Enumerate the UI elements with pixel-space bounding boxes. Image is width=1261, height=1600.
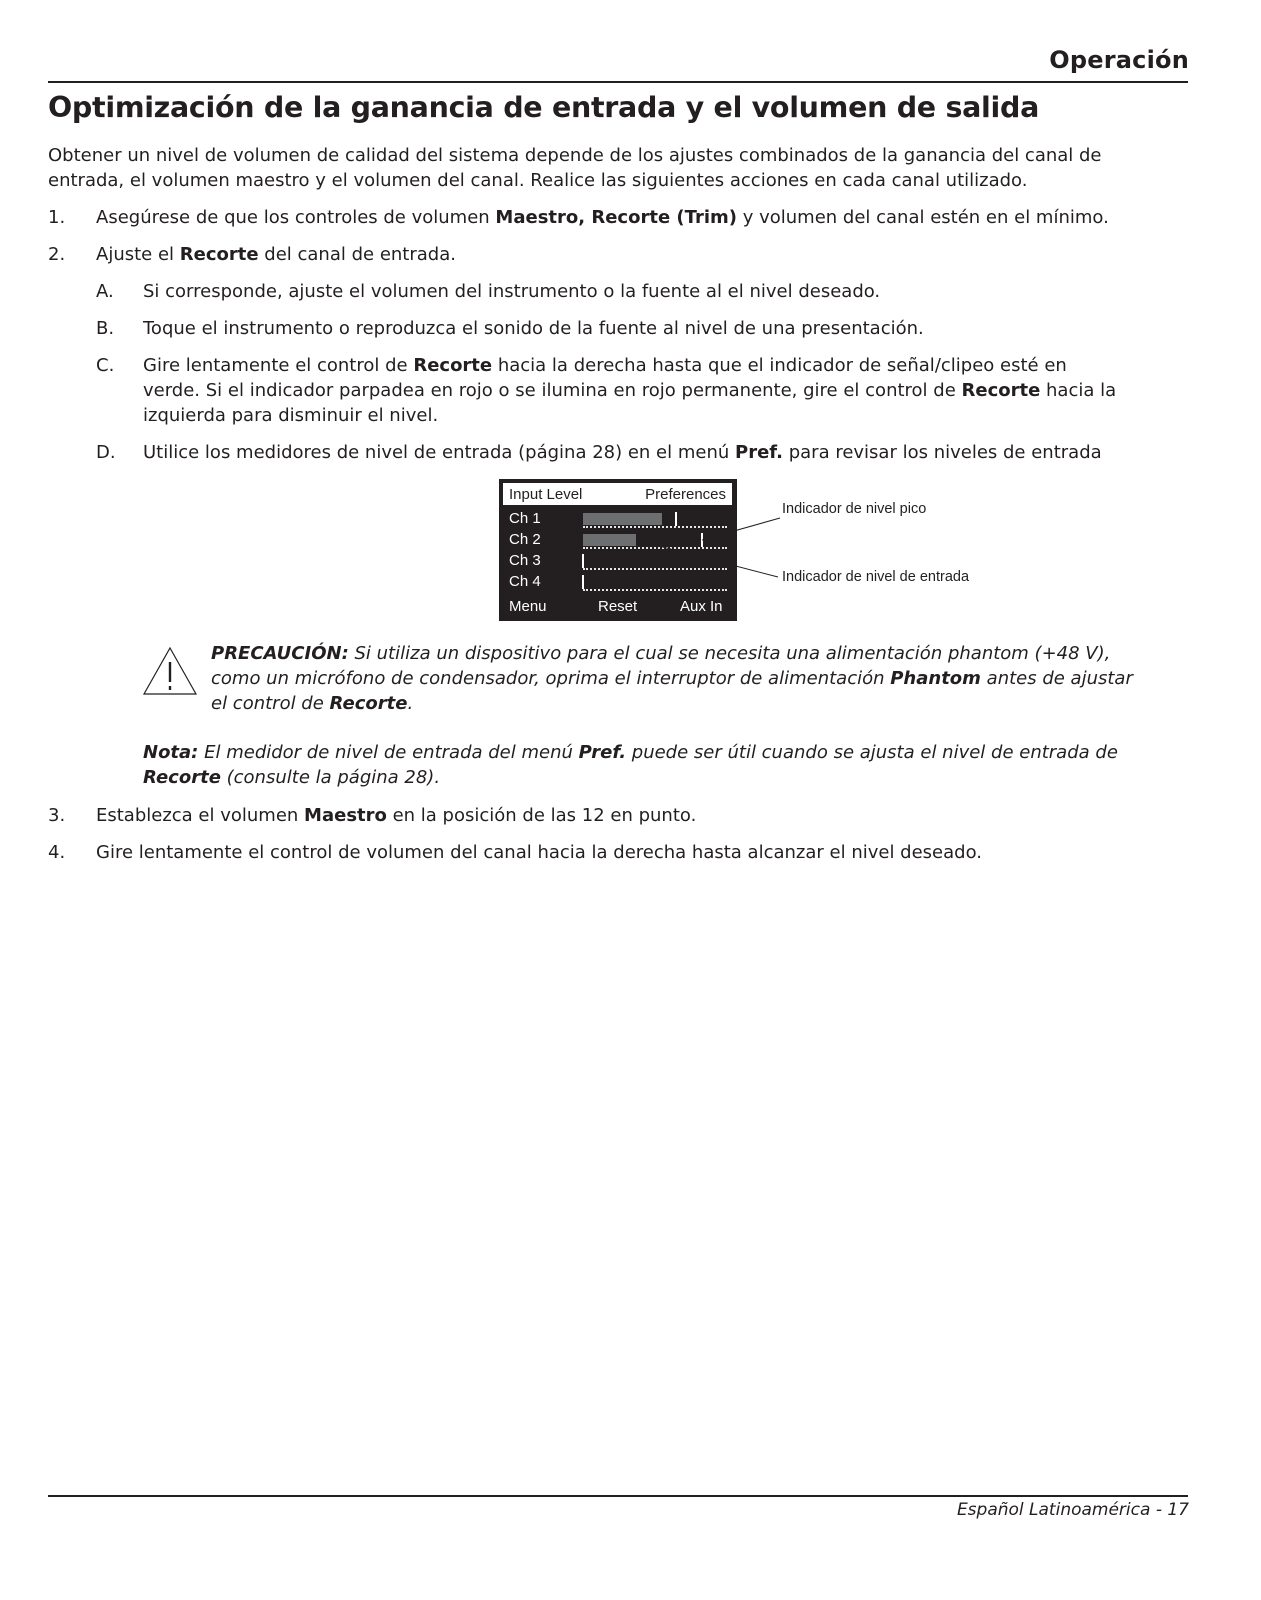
substep-c-line-2: verde. Si el indicador parpadea en rojo o se ilumina en rojo permanente, gire el control de Recorte hacia la — [143, 380, 1117, 401]
step-4-text: Gire lentamente el control de volumen del canal hacia la derecha hasta alcanzar el nivel deseado. — [96, 842, 982, 863]
substep-c-line-3: izquierda para disminuir el nivel. — [143, 405, 439, 426]
peak-callout-line — [702, 518, 780, 540]
step-3-number: 3. — [48, 805, 66, 826]
substep-c-letter: C. — [96, 355, 115, 376]
step-1-text: Asegúrese de que los controles de volumen Maestro, Recorte (Trim) y volumen del canal estén en el mínimo. — [96, 207, 1109, 228]
page-footer: Español Latinoamérica - 17 — [956, 1500, 1189, 1520]
input-callout-line — [636, 540, 778, 577]
lcd-header-preferences: Preferences — [645, 486, 726, 503]
lcd-reset-button: Reset — [598, 598, 638, 615]
page-title: Optimización de la ganancia de entrada y el volumen de salida — [48, 91, 1040, 124]
substep-d-letter: D. — [96, 442, 116, 463]
step-4-number: 4. — [48, 842, 66, 863]
lcd-channel-label: Ch 1 — [509, 510, 541, 527]
caution-line-2: como un micrófono de condensador, oprima el interruptor de alimentación Phantom antes de ajustar — [211, 668, 1133, 689]
step-2-number: 2. — [48, 244, 66, 265]
step-2-text: Ajuste el Recorte del canal de entrada. — [96, 244, 456, 265]
step-1-number: 1. — [48, 207, 66, 228]
substep-a-text: Si corresponde, ajuste el volumen del instrumento o la fuente al el nivel deseado. — [143, 281, 881, 302]
substep-a-letter: A. — [96, 281, 114, 302]
callout-lines — [0, 0, 1261, 700]
lcd-channel-label: Ch 2 — [509, 531, 541, 548]
caution-line-3: el control de Recorte. — [211, 693, 414, 714]
bottom-rule — [48, 1495, 1188, 1497]
lcd-menu-button: Menu — [509, 598, 547, 615]
note-line-2: Recorte (consulte la página 28). — [143, 767, 441, 788]
lcd-header-title: Input Level — [509, 486, 583, 503]
substep-b-text: Toque el instrumento o reproduzca el sonido de la fuente al nivel de una presentación. — [143, 318, 924, 339]
lcd-channel-label: Ch 3 — [509, 552, 541, 569]
intro-line-1: Obtener un nivel de volumen de calidad del sistema depende de los ajustes combinados de la ganancia del canal de — [48, 145, 1102, 166]
input-indicator-callout: Indicador de nivel de entrada — [782, 569, 970, 585]
substep-b-letter: B. — [96, 318, 115, 339]
lcd-channel-label: Ch 4 — [509, 573, 541, 590]
section-label: Operación — [1049, 46, 1189, 74]
intro-line-2: entrada, el volumen maestro y el volumen del canal. Realice las siguientes acciones en cada canal utilizado. — [48, 170, 1028, 191]
caution-line-1: PRECAUCIÓN: Si utiliza un dispositivo para el cual se necesita una alimentación phantom (+48 V), — [211, 643, 1111, 664]
warning-triangle-icon — [142, 646, 198, 696]
lcd-aux-in-button: Aux In — [680, 598, 723, 615]
peak-indicator-callout: Indicador de nivel pico — [782, 501, 927, 517]
step-3-text: Establezca el volumen Maestro en la posición de las 12 en punto. — [96, 805, 697, 826]
substep-c-line-1: Gire lentamente el control de Recorte hacia la derecha hasta que el indicador de señal/clipeo esté en — [143, 355, 1067, 376]
note-line-1: Nota: El medidor de nivel de entrada del menú Pref. puede ser útil cuando se ajusta el nivel de entrada de — [143, 742, 1118, 763]
substep-d-text: Utilice los medidores de nivel de entrada (página 28) en el menú Pref. para revisar los niveles de entrada — [143, 442, 1102, 463]
